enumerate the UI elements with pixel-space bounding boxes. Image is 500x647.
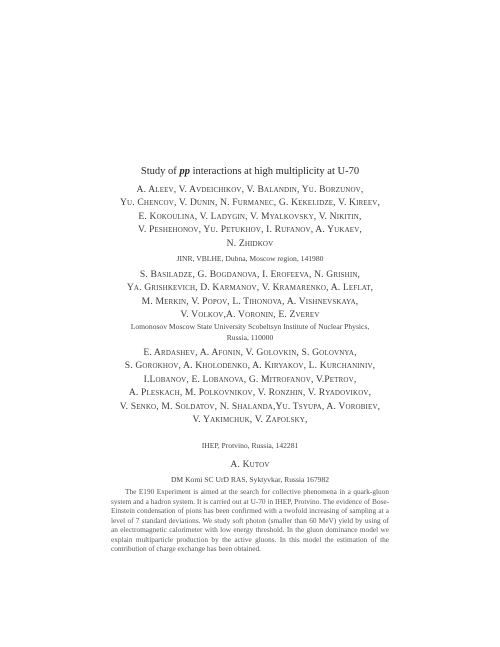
author-line: E. Ardashev, A. Afonin, V. Golovkin, S. Golovnya, (143, 347, 357, 358)
affiliation-line: IHEP, Protvino, Russia, 142281 (201, 441, 299, 450)
author-line: I.Lobanov, E. Lobanova, G. Mitrofanov, V.Petrov, (143, 373, 357, 385)
affiliation-msu (80, 321, 420, 343)
affiliation-ihep (80, 440, 420, 451)
author-line: N. Zhidkov (226, 237, 274, 249)
author-line: V. Yakimchuk, V. Zapolsky, (192, 414, 308, 426)
author-line: A. Pleskach, M. Polkovnikov, V. Ronzhin, V. Ryadovikov, (128, 387, 372, 399)
author-line: S. Gorokhov, A. Kholodenko, A. Kiryakov, L. Kurchaniniv, (124, 360, 376, 372)
author-line: V. Peshehonov, Yu. Petukhov, I. Rufanov, A. Yukaev, (138, 224, 362, 236)
affiliation-jinr (80, 253, 420, 264)
affiliation-line: Russia, 110000 (226, 333, 274, 342)
affiliation-line: Lomonosov Moscow State University Scobeltsyn Institute of Nuclear Physics, (130, 322, 370, 331)
affiliation-komi (80, 474, 420, 485)
author-list-jinr (80, 183, 420, 250)
author-line: S. Basiladze, G. Bogdanova, I. Erofeeva, N. Grishin, (139, 269, 361, 280)
paper-title (0, 166, 500, 177)
author-line: M. Merkin, V. Popov, L. Tihonova, A. Vishnevskaya, (141, 295, 359, 307)
author-list-msu (80, 268, 420, 322)
title-emphasis: pp (179, 166, 190, 177)
author-line: A. Kutov (230, 459, 270, 470)
abstract: The E190 Experiment is aimed at the search for collective phenomena in a quark-gluon system and a hadron system. It is carried out at U-70 in IHEP, Protvino. The evidence of Bose-Einstein condensation of pions has been confirmed with a twofold increasing of sampling at a level of 7 standard deviations. We study soft photon (smaller than 60 MeV) yield by using of an electromagnetic calorimeter with low energy threshold. In the gluon dominance model we explain multiparticle production by the active gluons. In this model the estimation of the contribution of charge exchange has been obtained. (111, 487, 389, 553)
title-prefix: Study of (140, 166, 180, 177)
affiliation-line: JINR, VBLHE, Dubna, Moscow region, 141980 (176, 254, 324, 263)
author-line: Ya. Grishkevich, D. Karmanov, V. Kramarenko, A. Leflat, (126, 282, 374, 294)
title-suffix: interactions at high multiplicity at U-70 (189, 166, 360, 177)
author-list-komi (80, 458, 420, 471)
author-line: V. Senko, M. Soldatov, N. Shalanda,Yu. Tsyupa, A. Vorobiev, (119, 400, 381, 412)
author-line: A. Aleev, V. Avdeichikov, V. Balandin, Yu. Borzunov, (136, 184, 364, 195)
author-line: Yu. Chencov, V. Dunin, N. Furmanec, G. Kekelidze, V. Kireev, (119, 197, 381, 209)
author-line: E. Kokoulina, V. Ladygin, V. Myalkovsky, V. Nikitin, (138, 210, 362, 222)
author-line: V. Volkov,A. Voronin, E. Zverev (180, 309, 320, 321)
author-list-ihep (80, 346, 420, 426)
affiliation-line: DM Komi SC UrD RAS, Syktyvkar, Russia 167982 (170, 475, 330, 484)
